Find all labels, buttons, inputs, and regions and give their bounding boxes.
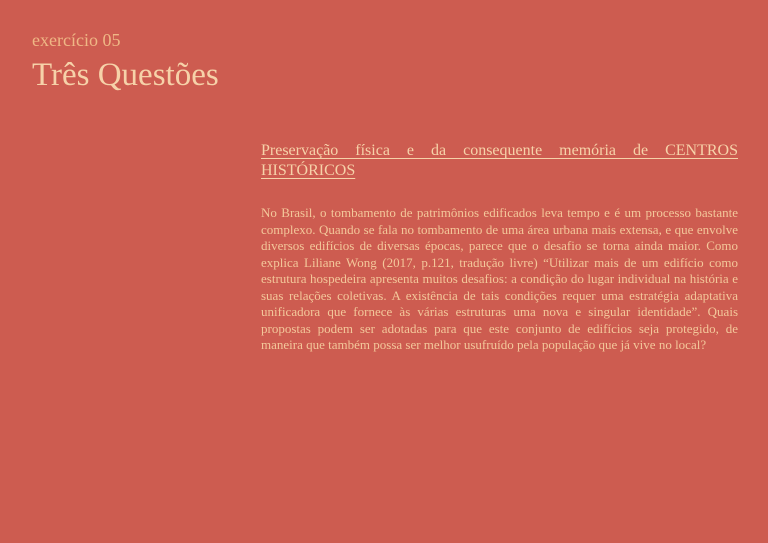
section-heading-text: Preservação física e da consequente memória de CENTROS HISTÓRICOS bbox=[261, 142, 738, 179]
page-title: Três Questões bbox=[32, 57, 219, 93]
exercise-label: exercício 05 bbox=[32, 30, 121, 50]
body-paragraph: No Brasil, o tombamento de patrimônios edificados leva tempo e é um processo bastante complexo. Quando se fala no tombamento de uma área urbana mais extensa, e que envolve diversos edifícios de diversas épocas, parece que o desafio se torna ainda maior. Como explica Liliane Wong (2017, p.121, tradução livre) “Utilizar mais de um edifício como estrutura hospedeira apresenta muitos desafios: a condição do lugar individual na história e suas relações coletivas. A existência de tais condições requer uma estratégia adaptativa unificadora que fornece às várias estruturas uma nova e singular identidade”. Quais propostas podem ser adotadas para que este conjunto de edifícios seja protegido, de maneira que também possa ser melhor usufruído pela população que já vive no local? bbox=[261, 205, 738, 352]
section-heading bbox=[261, 141, 738, 181]
